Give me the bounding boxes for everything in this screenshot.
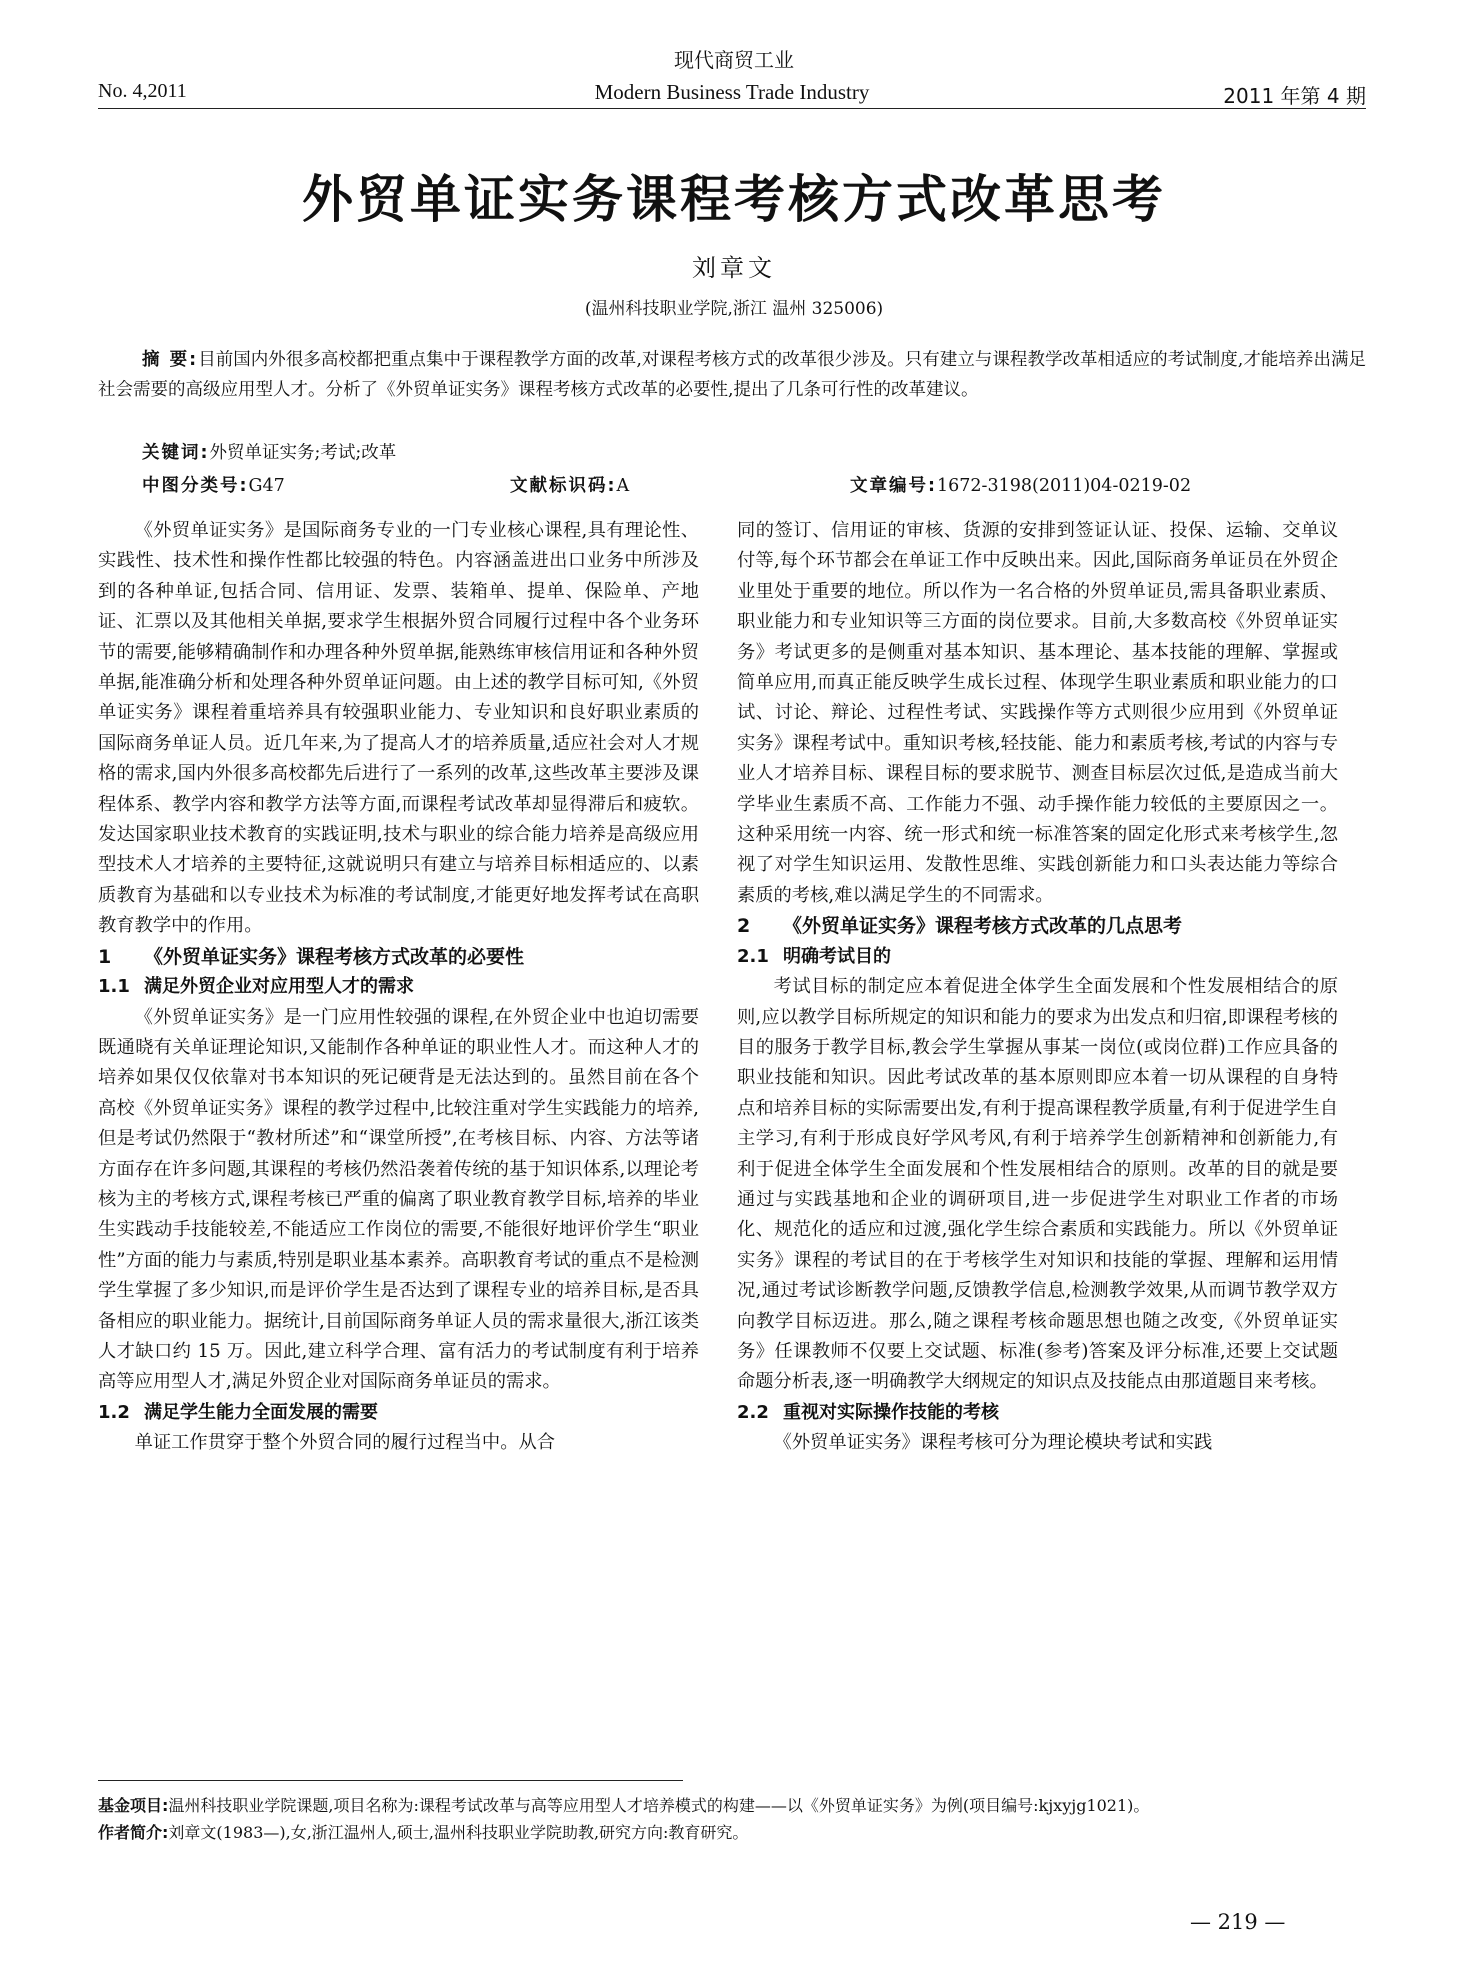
- footnotes: [98, 1792, 1366, 1846]
- article-title: 外贸单证实务课程考核方式改革思考: [301, 171, 1166, 230]
- fund-label: 基金项目:: [98, 1796, 169, 1815]
- author-bio-text: 刘章文(1983—),女,浙江温州人,硕士,温州科技职业学院助教,研究方向:教育研究。: [168, 1823, 749, 1842]
- section-title: 重视对实际操作技能的考核: [783, 1401, 999, 1423]
- author-name: 刘章文: [692, 254, 776, 282]
- paragraph: 《外贸单证实务》是一门应用性较强的课程,在外贸企业中也迫切需要既通晓有关单证理论知识,又能制作各种单证的职业性人才。而这种人才的培养如果仅仅依靠对书本知识的死记硬背是无法达到的。虽然目前在各个高校《外贸单证实务》课程的教学过程中,比较注重对学生实践能力的培养,但是考试仍然限于“教材所述”和“课堂所授”,在考核目标、内容、方法等诸方面存在许多问题,其课程的考核仍然沿袭着传统的基于知识体系,以理论考核为主的考核方式,课程考核已严重的偏离了职业教育教学目标,培养的毕业生实践动手技能较差,不能适应工作岗位的需要,不能很好地评价学生“职业性”方面的能力与素质,特别是职业基本素养。高职教育考试的重点不是检测学生掌握了多少知识,而是评价学生是否达到了课程专业的培养目标,是否具备相应的职业能力。据统计,目前国际商务单证人员的需求量很大,浙江该类人才缺口约 15 万。因此,建立科学合理、富有活力的考试制度有利于培养高等应用型人才,满足外贸企业对国际商务单证员的需求。: [98, 1006, 699, 1393]
- body-column-left: [98, 516, 699, 1459]
- paragraph: 单证工作贯穿于整个外贸合同的履行过程当中。从合: [134, 1432, 556, 1454]
- section-number: 1.2: [98, 1401, 130, 1423]
- journal-name-en: Modern Business Trade Industry: [594, 80, 870, 104]
- keywords-text: 外贸单证实务;考试;改革: [209, 443, 397, 463]
- abstract-label: 摘 要:: [142, 350, 199, 370]
- section-heading: [98, 972, 699, 1002]
- section-heading: [737, 942, 1338, 972]
- section-title: 《外贸单证实务》课程考核方式改革的几点思考: [783, 915, 1183, 938]
- fund-note: [98, 1792, 1366, 1819]
- document-code-value: A: [616, 476, 630, 496]
- classification: [142, 472, 285, 497]
- section-number: 1.1: [98, 976, 130, 998]
- section-number: 2.1: [737, 945, 769, 967]
- section-heading: [98, 1398, 699, 1428]
- article-number-label: 文章编号:: [850, 476, 937, 496]
- abstract-text: 目前国内外很多高校都把重点集中于课程教学方面的改革,对课程考核方式的改革很少涉及。只有建立与课程教学改革相适应的考试制度,才能培养出满足社会需要的高级应用型人才。分析了《外贸单证实务》课程考核方式改革的必要性,提出了几条可行性的改革建议。: [98, 350, 1366, 400]
- abstract: [98, 345, 1366, 405]
- article-number: [850, 472, 1191, 497]
- issue-number-left: No. 4,2011: [98, 80, 187, 102]
- section-number: 2.2: [737, 1401, 769, 1423]
- section-title: 明确考试目的: [783, 945, 891, 967]
- paragraph: 《外贸单证实务》课程考核可分为理论模块考试和实践: [773, 1432, 1213, 1454]
- document-code: [510, 472, 629, 497]
- section-number: 2: [737, 915, 751, 938]
- header-rule: [98, 108, 1366, 109]
- running-header: [98, 80, 1366, 108]
- footnote-rule: [98, 1780, 683, 1781]
- section-heading: [98, 942, 699, 972]
- classification-code: G47: [248, 476, 285, 496]
- classification-label: 中图分类号:: [142, 476, 249, 496]
- section-heading: [737, 1398, 1338, 1428]
- keywords: [142, 439, 396, 464]
- article-number-value: 1672-3198(2011)04-0219-02: [937, 476, 1192, 496]
- section-title: 《外贸单证实务》课程考核方式改革的必要性: [144, 945, 525, 968]
- section-title: 满足学生能力全面发展的需要: [144, 1401, 378, 1423]
- fund-text: 温州科技职业学院课题,项目名称为:课程考试改革与高等应用型人才培养模式的构建——以《外贸单证实务》为例(项目编号:kjxyjg1021)。: [168, 1796, 1150, 1815]
- section-heading: [737, 911, 1338, 941]
- paragraph: 《外贸单证实务》是国际商务专业的一门专业核心课程,具有理论性、实践性、技术性和操作性都比较强的特色。内容涵盖进出口业务中所涉及到的各种单证,包括合同、信用证、发票、装箱单、提单、保险单、产地证、汇票以及其他相关单据,要求学生根据外贸合同履行过程中各个业务环节的需要,能够精确制作和办理各种外贸单据,能熟练审核信用证和各种外贸单据,能准确分析和处理各种外贸单证问题。由上述的教学目标可知,《外贸单证实务》课程着重培养具有较强职业能力、专业知识和良好职业素质的国际商务单证人员。近几年来,为了提高人才的培养质量,适应社会对人才规格的需求,国内外很多高校都先后进行了一系列的改革,这些改革主要涉及课程体系、教学内容和教学方法等方面,而课程考试改革却显得滞后和疲软。发达国家职业技术教育的实践证明,技术与职业的综合能力培养是高级应用型技术人才培养的主要特征,这就说明只有建立与培养目标相适应的、以素质教育为基础和以专业技术为标准的考试制度,才能更好地发挥考试在高职教育教学中的作用。: [98, 520, 699, 937]
- author-affiliation: (温州科技职业学院,浙江 温州 325006): [584, 299, 884, 319]
- section-title: 满足外贸企业对应用型人才的需求: [144, 976, 414, 998]
- paragraph: 同的签订、信用证的审核、货源的安排到签证认证、投保、运输、交单议付等,每个环节都会在单证工作中反映出来。因此,国际商务单证员在外贸企业里处于重要的地位。所以作为一名合格的外贸单证员,需具备职业素质、职业能力和专业知识等三方面的岗位要求。目前,大多数高校《外贸单证实务》考试更多的是侧重对基本知识、基本理论、基本技能的理解、掌握或简单应用,而真正能反映学生成长过程、体现学生职业素质和职业能力的口试、讨论、辩论、过程性考试、实践操作等方式则很少应用到《外贸单证实务》课程考试中。重知识考核,轻技能、能力和素质考核,考试的内容与专业人才培养目标、课程目标的要求脱节、测查目标层次过低,是造成当前大学毕业生素质不高、工作能力不强、动手操作能力较低的主要原因之一。这种采用统一内容、统一形式和统一标准答案的固定化形式来考核学生,忽视了对学生知识运用、发散性思维、实践创新能力和口头表达能力等综合素质的考核,难以满足学生的不同需求。: [737, 520, 1338, 906]
- section-number: 1: [98, 945, 112, 968]
- issue-number-right: 2011 年第 4 期: [1223, 84, 1366, 108]
- page-number: — 219 —: [1190, 1910, 1286, 1934]
- author-bio-label: 作者简介:: [98, 1823, 169, 1842]
- journal-name-cn: 现代商贸工业: [674, 48, 794, 72]
- document-code-label: 文献标识码:: [510, 476, 617, 496]
- body-column-right: [737, 516, 1338, 1459]
- keywords-label: 关键词:: [142, 443, 210, 463]
- paragraph: 考试目标的制定应本着促进全体学生全面发展和个性发展相结合的原则,应以教学目标所规定的知识和能力的要求为出发点和归宿,即课程考核的目的服务于教学目标,教会学生掌握从事某一岗位(或岗位群)工作应具备的职业技能和知识。因此考试改革的基本原则即应本着一切从课程的自身特点和培养目标的实际需要出发,有利于提高课程教学质量,有利于促进学生自主学习,有利于形成良好学风考风,有利于培养学生创新精神和创新能力,有利于促进全体学生全面发展和个性发展相结合的原则。改革的目的就是要通过与实践基地和企业的调研项目,进一步促进学生对职业工作者的市场化、规范化的适应和过渡,强化学生综合素质和实践能力。所以《外贸单证实务》课程的考试目的在于考核学生对知识和技能的掌握、理解和运用情况,通过考试诊断教学问题,反馈教学信息,检测教学效果,从而调节教学双方向教学目标迈进。那么,随之课程考核命题思想也随之改变,《外贸单证实务》任课教师不仅要上交试题、标准(参考)答案及评分标准,还要上交试题命题分析表,逐一明确教学大纲规定的知识点及技能点由那道题目来考核。: [737, 976, 1338, 1393]
- author-note: [98, 1819, 1366, 1846]
